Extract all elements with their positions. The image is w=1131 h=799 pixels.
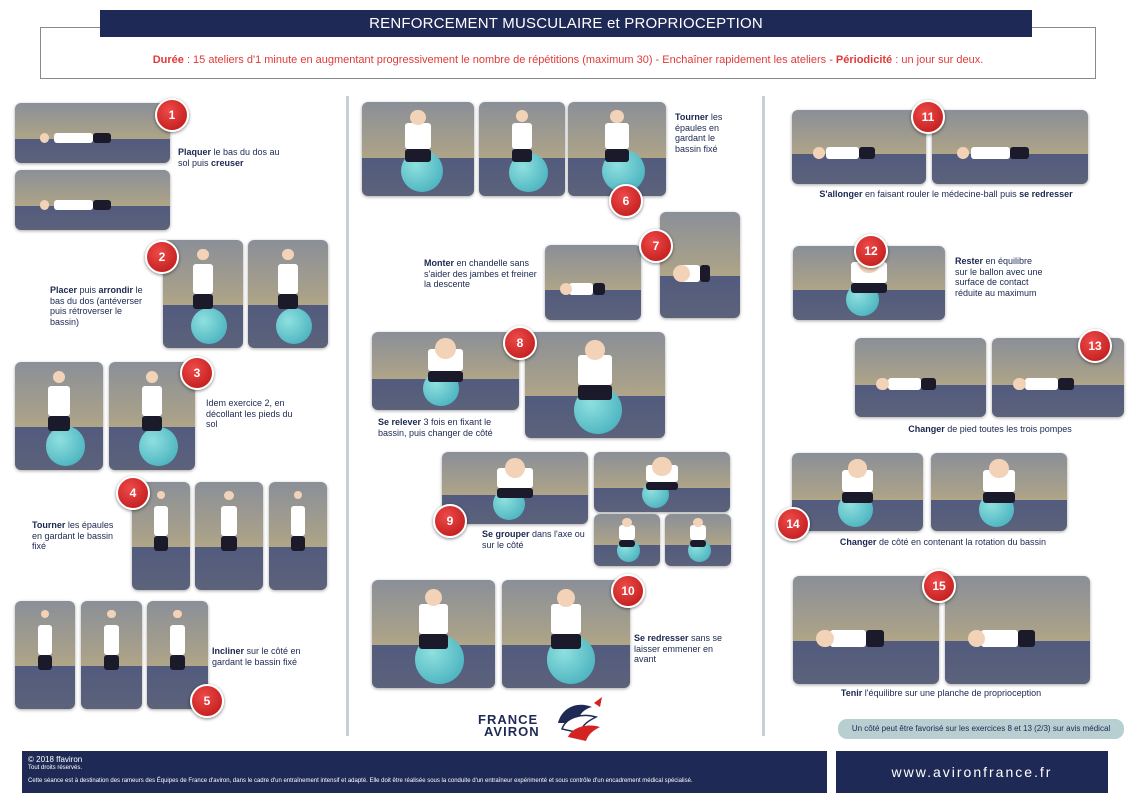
medical-note: Un côté peut être favorisé sur les exercices 8 et 13 (2/3) sur avis médical bbox=[838, 719, 1124, 739]
exercise-14-badge: 14 bbox=[776, 507, 810, 541]
exercise-15-caption: Tenir l'équilibre sur une planche de proprioception bbox=[840, 688, 1042, 698]
exercise-3-photo bbox=[15, 362, 103, 470]
athlete-head bbox=[224, 491, 234, 501]
athlete-shorts bbox=[551, 634, 582, 649]
athlete-shorts bbox=[578, 385, 612, 400]
athlete-shorts bbox=[646, 482, 679, 490]
exercise-5-photo bbox=[15, 601, 75, 709]
exercise-15-badge: 15 bbox=[922, 569, 956, 603]
athlete-head bbox=[282, 249, 293, 260]
athlete-shirt bbox=[512, 123, 533, 149]
athlete-head bbox=[425, 589, 442, 606]
athlete-shorts bbox=[221, 536, 237, 551]
footer-rights: Tout droits réservés. bbox=[28, 765, 83, 771]
exercise-1-caption: Plaquer le bas du dos au sol puis creuser bbox=[178, 147, 280, 168]
exercise-10-badge: 10 bbox=[611, 574, 645, 608]
athlete-head bbox=[40, 200, 50, 210]
periodicite-text: : un jour sur deux. bbox=[892, 54, 984, 66]
floor bbox=[792, 154, 926, 184]
athlete-head bbox=[1013, 378, 1026, 391]
exercise-11-photo bbox=[792, 110, 926, 184]
athlete-shirt bbox=[551, 604, 582, 634]
floor bbox=[945, 641, 1090, 684]
exercise-1-photo bbox=[15, 103, 170, 163]
athlete-shorts bbox=[193, 294, 212, 309]
athlete-head bbox=[673, 265, 690, 282]
exercise-5-photo bbox=[81, 601, 142, 709]
exercise-14-photo bbox=[931, 453, 1067, 531]
exercise-9-photo bbox=[594, 452, 730, 512]
exercise-6-photo bbox=[479, 102, 565, 196]
athlete-shirt bbox=[38, 625, 52, 655]
floor bbox=[269, 547, 327, 590]
athlete-shirt bbox=[419, 604, 449, 634]
footer-disclaimer bbox=[22, 751, 827, 793]
athlete-shorts bbox=[48, 416, 69, 431]
athlete-shirt bbox=[54, 200, 93, 210]
athlete-head bbox=[848, 459, 866, 477]
exercise-6-photo bbox=[568, 102, 666, 196]
column-divider-right bbox=[762, 96, 765, 736]
athlete-shorts bbox=[278, 294, 297, 309]
exercise-11-photo bbox=[932, 110, 1088, 184]
exercise-2-photo bbox=[248, 240, 328, 348]
rooster-icon bbox=[548, 693, 608, 743]
athlete-shorts bbox=[497, 488, 532, 498]
athlete-shorts bbox=[851, 283, 887, 293]
athlete-shorts bbox=[93, 200, 112, 210]
athlete-shirt bbox=[830, 630, 867, 647]
athlete-shorts bbox=[690, 540, 706, 547]
exercise-10-photo bbox=[372, 580, 495, 688]
gym-ball bbox=[276, 308, 312, 344]
athlete-shorts bbox=[512, 149, 533, 162]
athlete-shirt bbox=[221, 506, 237, 536]
exercise-6-badge: 6 bbox=[609, 184, 643, 218]
athlete-head bbox=[557, 589, 575, 607]
exercise-1-badge: 1 bbox=[155, 98, 189, 132]
athlete-shorts bbox=[1010, 147, 1029, 159]
exercise-5-caption: Incliner sur le côté en gardant le bassin fixé bbox=[212, 646, 301, 667]
exercise-1-photo bbox=[15, 170, 170, 230]
exercise-4-caption: Tourner les épaules en gardant le bassin fixé bbox=[32, 520, 114, 551]
floor bbox=[932, 154, 1088, 184]
athlete-shirt bbox=[569, 283, 593, 295]
athlete-head bbox=[622, 518, 631, 527]
athlete-shirt bbox=[888, 378, 921, 391]
athlete-shorts bbox=[619, 540, 635, 547]
athlete-shorts bbox=[842, 492, 873, 503]
athlete-shorts bbox=[428, 371, 463, 382]
france-aviron-logo bbox=[548, 693, 608, 743]
athlete-shirt bbox=[619, 525, 635, 540]
athlete-head bbox=[585, 340, 605, 360]
exercise-15-photo bbox=[945, 576, 1090, 684]
athlete-shorts bbox=[170, 655, 185, 670]
athlete-shorts bbox=[154, 536, 168, 551]
athlete-head bbox=[989, 459, 1008, 478]
athlete-shorts bbox=[1018, 630, 1035, 647]
athlete-shirt bbox=[291, 506, 305, 536]
athlete-shirt bbox=[971, 147, 1010, 159]
athlete-shorts bbox=[1058, 378, 1074, 391]
athlete-shorts bbox=[405, 149, 432, 162]
athlete-shorts bbox=[593, 283, 605, 295]
france-aviron-wordmark: FRANCE AVIRON bbox=[478, 712, 540, 739]
athlete-head bbox=[957, 147, 969, 159]
athlete-shirt bbox=[405, 123, 432, 149]
exercise-10-photo bbox=[502, 580, 630, 688]
exercise-4-badge: 4 bbox=[116, 476, 150, 510]
floor bbox=[15, 666, 75, 709]
athlete-head bbox=[107, 610, 116, 619]
exercise-5-badge: 5 bbox=[190, 684, 224, 718]
athlete-head bbox=[173, 610, 182, 619]
athlete-shorts bbox=[142, 416, 163, 431]
gym-ball bbox=[139, 427, 178, 466]
exercise-7-badge: 7 bbox=[639, 229, 673, 263]
athlete-shirt bbox=[278, 264, 297, 294]
exercise-13-badge: 13 bbox=[1078, 329, 1112, 363]
athlete-head bbox=[410, 110, 426, 126]
athlete-head bbox=[610, 110, 624, 124]
athlete-shorts bbox=[866, 630, 884, 647]
exercise-6-caption: Tourner les épaules en gardant le bassin fixé bbox=[675, 112, 723, 154]
exercise-9-badge: 9 bbox=[433, 504, 467, 538]
athlete-shorts bbox=[700, 265, 710, 282]
floor bbox=[81, 666, 142, 709]
athlete-shirt bbox=[605, 123, 629, 149]
athlete-head bbox=[146, 371, 158, 383]
athlete-head bbox=[516, 110, 528, 122]
website-link[interactable]: www.avironfrance.fr bbox=[836, 751, 1108, 793]
athlete-shirt bbox=[104, 625, 119, 655]
footer-disclaimer-text: Cette séance est à destination des rameurs des Équipes de France d'aviron, dans le cadre d'un entraînement intensif et adapté. Elle doit être réalisée sous la conduite d'un entraîneur expérimenté et sous contrôle d'un encadrement médical spécialisé. bbox=[28, 778, 693, 784]
column-divider-left bbox=[346, 96, 349, 736]
athlete-shirt bbox=[142, 386, 163, 416]
exercise-7-caption: Monter en chandelle sans s'aider des jambes et freiner la descente bbox=[424, 258, 537, 289]
floor bbox=[195, 547, 263, 590]
exercise-4-photo bbox=[269, 482, 327, 590]
athlete-head bbox=[652, 457, 671, 476]
exercise-3-badge: 3 bbox=[180, 356, 214, 390]
athlete-shirt bbox=[690, 525, 706, 540]
athlete-shorts bbox=[291, 536, 305, 551]
athlete-head bbox=[197, 249, 208, 260]
duree-label: Durée bbox=[152, 54, 184, 66]
athlete-head bbox=[693, 518, 702, 527]
athlete-shorts bbox=[605, 149, 629, 162]
exercise-8-photo bbox=[372, 332, 519, 410]
exercise-9-photo bbox=[665, 514, 731, 566]
floor bbox=[15, 139, 170, 163]
session-info bbox=[40, 54, 1096, 66]
athlete-shirt bbox=[48, 386, 69, 416]
athlete-shirt bbox=[1025, 378, 1058, 391]
exercise-3-caption: Idem exercice 2, en décollant les pieds du sol bbox=[206, 398, 293, 429]
athlete-shorts bbox=[859, 147, 875, 159]
athlete-shorts bbox=[104, 655, 119, 670]
athlete-shirt bbox=[826, 147, 860, 159]
exercise-6-photo bbox=[362, 102, 474, 196]
athlete-head bbox=[816, 630, 833, 647]
athlete-shorts bbox=[983, 492, 1016, 503]
floor bbox=[15, 206, 170, 230]
exercise-11-caption: S'allonger en faisant rouler le médecine-ball puis se redresser bbox=[819, 189, 1073, 199]
athlete-shirt bbox=[193, 264, 212, 294]
exercise-12-caption: Rester en équilibre sur le ballon avec une surface de contact réduite au maximum bbox=[955, 256, 1043, 298]
page-title: RENFORCEMENT MUSCULAIRE et PROPRIOCEPTION bbox=[100, 10, 1032, 37]
athlete-head bbox=[157, 491, 165, 499]
athlete-head bbox=[53, 371, 65, 383]
athlete-shorts bbox=[921, 378, 937, 391]
exercise-12-badge: 12 bbox=[854, 234, 888, 268]
athlete-head bbox=[40, 133, 50, 143]
floor bbox=[545, 290, 641, 320]
duree-text: : 15 ateliers d'1 minute en augmentant progressivement le nombre de répétitions (maximum 30) - Enchaîner rapidement les ateliers - bbox=[183, 54, 836, 66]
athlete-shirt bbox=[54, 133, 93, 143]
gym-ball bbox=[191, 308, 227, 344]
exercise-7-photo bbox=[660, 212, 740, 318]
athlete-shorts bbox=[38, 655, 52, 670]
exercise-9-photo bbox=[594, 514, 660, 566]
floor bbox=[992, 385, 1124, 417]
gym-ball bbox=[46, 426, 86, 466]
athlete-shirt bbox=[981, 630, 1017, 647]
exercise-2-caption: Placer puis arrondir le bas du dos (antéverser puis rétroverser le bassin) bbox=[50, 285, 143, 327]
exercise-11-badge: 11 bbox=[911, 100, 945, 134]
athlete-head bbox=[41, 610, 49, 618]
exercise-8-badge: 8 bbox=[503, 326, 537, 360]
exercise-4-photo bbox=[195, 482, 263, 590]
floor bbox=[855, 385, 986, 417]
athlete-shorts bbox=[93, 133, 112, 143]
exercise-14-caption: Changer de côté en contenant la rotation du bassin bbox=[839, 537, 1047, 547]
exercise-15-photo bbox=[793, 576, 939, 684]
athlete-head bbox=[560, 283, 572, 295]
floor bbox=[132, 547, 190, 590]
periodicite-label: Périodicité bbox=[835, 54, 893, 66]
athlete-shirt bbox=[154, 506, 168, 536]
exercise-8-photo bbox=[525, 332, 665, 438]
floor bbox=[793, 641, 939, 684]
exercise-10-caption: Se redresser sans se laisser emmener en avant bbox=[634, 633, 723, 664]
exercise-2-badge: 2 bbox=[145, 240, 179, 274]
athlete-head bbox=[294, 491, 302, 499]
exercise-9-caption: Se grouper dans l'axe ou sur le côté bbox=[482, 529, 585, 550]
floor bbox=[660, 276, 740, 318]
exercise-14-photo bbox=[792, 453, 923, 531]
exercise-8-caption: Se relever 3 fois en fixant le bassin, puis changer de côté bbox=[378, 417, 493, 438]
footer-copyright: © 2018 ffaviron bbox=[28, 755, 83, 764]
exercise-13-photo bbox=[855, 338, 986, 417]
exercise-13-caption: Changer de pied toutes les trois pompes bbox=[908, 424, 1072, 434]
exercise-7-photo bbox=[545, 245, 641, 320]
athlete-shorts bbox=[419, 634, 449, 649]
athlete-shirt bbox=[170, 625, 185, 655]
athlete-head bbox=[876, 378, 889, 391]
athlete-head bbox=[435, 338, 456, 359]
